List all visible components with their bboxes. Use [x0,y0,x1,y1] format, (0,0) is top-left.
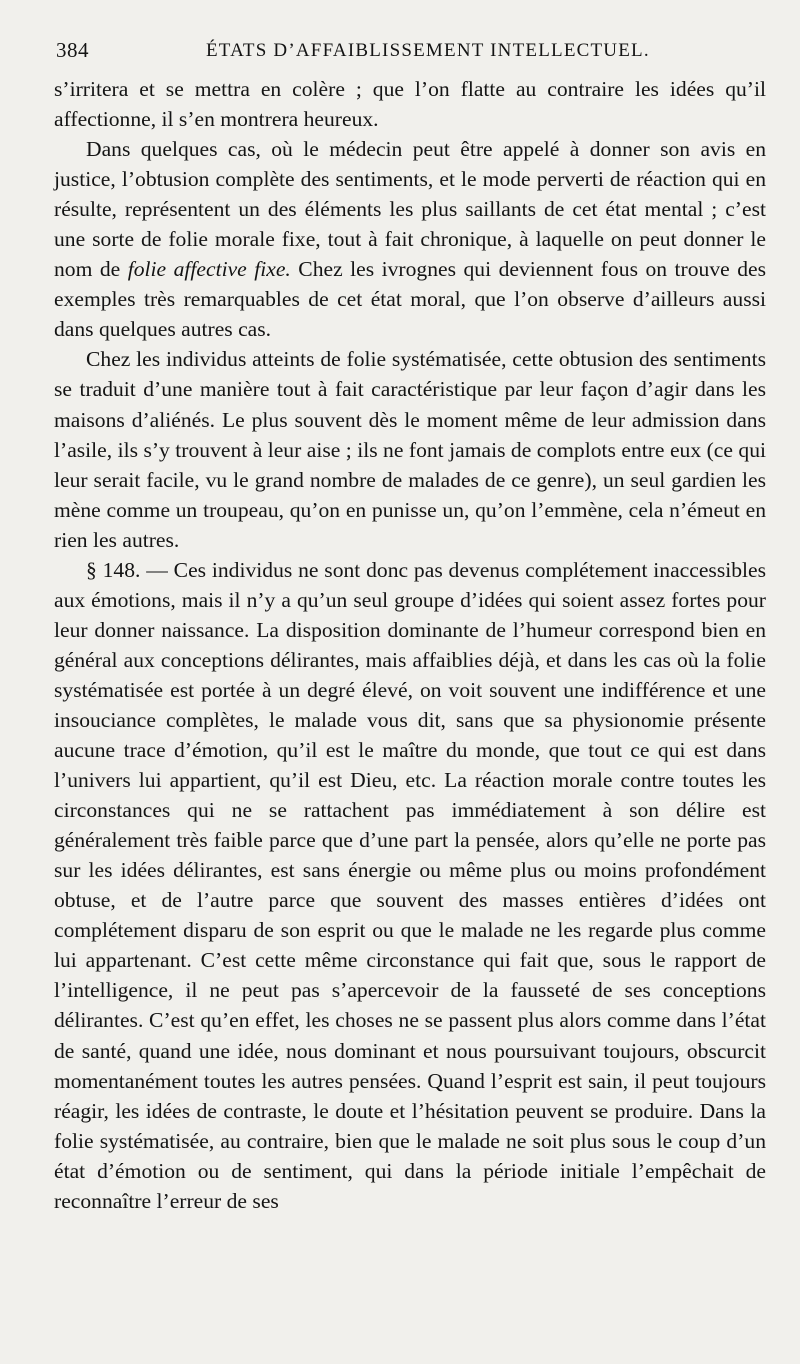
paragraph-text: Chez les individus atteints de folie systématisée, cette obtusion des sentiments se traduit d’une manière tout à fait caractéristique par leur façon d’agir dans les maisons d’aliénés. Le plus souvent dès le moment même de leur admission dans l’asile, ils s’y trouvent à leur aise ; ils ne font jamais de complots entre eux (ce qui leur serait facile, vu le grand nombre de malades de ce genre), un seul gardien les mène comme un troupeau, qu’on en punisse un, qu’on l’emmène, cela n’émeut en rien les autres. [54,347,766,552]
page-number: 384 [56,38,89,62]
italic-term: folie affective fixe. [127,257,291,282]
paragraph-text: — Ces individus ne sont donc pas devenus complétement inaccessibles aux émotions, mais il n’y a qu’un seul groupe d’idées qui soient assez fortes pour leur donner naissance. La disposition dominante de l’humeur correspond bien en général aux conceptions délirantes, mais affaiblies déjà, et dans les cas où la folie systématisée est portée à un degré élevé, on voit souvent une indifférence et une insouciance complètes, le malade vous dit, sans que sa physionomie présente aucune trace d’émotion, qu’il est le maître du monde, que tout ce qui est dans l’univers lui appartient, qu’il est Dieu, etc. La réaction morale contre toutes les circonstances qui ne se rattachent pas immédiatement à son délire est généralement très faible parce que d’une part la pensée, alors qu’elle ne porte pas sur les idées délirantes, est sans énergie ou même plus ou moins profondément obtuse, et de l’autre parce que souvent des masses entières d’idées ont complétement disparu de son esprit ou que le malade ne les regarde plus comme lui appartenant. C’est cette même circonstance qui fait que, sous le rapport de l’intelligence, il ne peut pas s’apercevoir de la fausseté de ses conceptions délirantes. C’est qu’en effet, les choses ne se passent plus alors comme dans l’état de santé, quand une idée, nous dominant et nous poursuivant toujours, obscurcit momentanément toutes les autres pensées. Quand l’esprit est sain, il peut toujours réagir, les idées de contraste, le doute et l’hésitation peuvent se produire. Dans la folie systématisée, au contraire, bien que le malade ne soit plus sous le coup d’un état d’émotion ou de sentiment, qui dans la période initiale l’empêchait de reconnaître l’erreur de ses [54,557,767,1213]
paragraph-text: Dans quelques cas, où le médecin peut être appelé à donner son avis en justice, l’obtusion complète des sentiments, et le mode perverti de réaction qui en résulte, représentent un des éléments les plus saillants de cet état mental ; c’est une sorte de folie morale fixe, tout à fait chronique, à laquelle on peut donner le nom de [54,137,766,282]
body-text [54,74,766,1216]
paragraph-text: s’irritera et se mettra en colère ; que l’on flatte au contraire les idées qu’il affectionne, il s’en montrera heureux. [54,77,766,132]
paragraph-text: Chez les ivrognes qui deviennent fous on trouve des exemples très remarquables de cet état moral, que l’on observe d’ailleurs aussi dans quelques autres cas. [54,257,766,342]
paragraph-continuation [54,74,766,134]
paragraph [54,344,766,554]
section-number: § 148. [86,557,141,582]
paragraph [54,134,766,344]
page-header [56,38,768,68]
running-title: ÉTATS D’AFFAIBLISSEMENT INTELLECTUEL. [206,40,650,61]
paragraph-section-148 [54,555,766,1216]
